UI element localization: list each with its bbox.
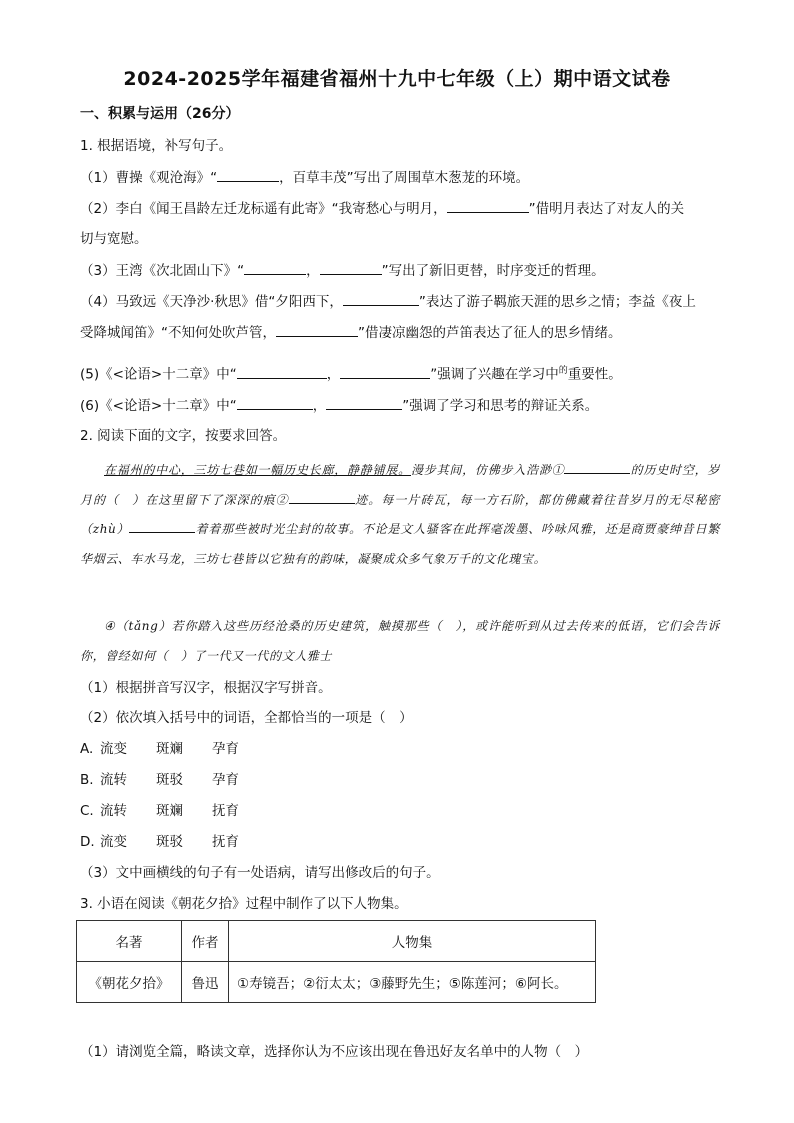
option-b[interactable]: B. 流转 斑驳 孕育 [80,772,239,788]
table-cell: ①寿镜吾；②衍太太；③藤野先生；⑤陈莲河；⑥阿长。 [229,962,596,1003]
exam-title: 2024-2025学年福建省福州十九中七年级（上）期中语文试卷 [123,68,671,90]
answer-blank[interactable] [237,395,313,410]
answer-blank[interactable] [343,291,419,306]
table-cell: 鲁迅 [182,962,229,1003]
q1-item-4: （4）马致远《天净沙·秋思》借“夕阳西下， ”表达了游子羁旅天涯的思乡之情；李益《夜上 [80,291,696,312]
passage-blank-1[interactable] [564,460,630,474]
table-header-cell: 人物集 [229,921,596,962]
question-3-stem: 3. 小语在阅读《朝花夕拾》过程中制作了以下人物集。 [80,896,408,912]
q1-item-3: （3）王湾《次北固山下》“ ， ”写出了新旧更替，时序变迁的哲理。 [80,260,605,281]
option-a[interactable]: A. 流变 斑斓 孕育 [80,741,239,757]
answer-blank[interactable] [237,364,327,379]
answer-blank[interactable] [244,260,306,275]
answer-blank[interactable] [326,395,402,410]
q1-item-2-cont: 切与宽慰。 [80,231,148,247]
option-d[interactable]: D. 流变 斑驳 抚育 [80,834,239,850]
q1-item-5: (5)《<论语>十二章》中“ ， ”强调了兴趣在学习中$^的$重要性。 [80,361,622,385]
passage-blank-3[interactable] [129,519,195,533]
section-heading: 一、积累与运用（26分） [80,106,240,122]
q1-item-6: (6)《<论语>十二章》中“ ， ”强调了学习和思考的辩证关系。 [80,395,598,416]
reading-passage-paragraph-2: ④（tǎng）若你踏入这些历经沧桑的历史建筑，触摸那些（ ），或许能听到从过去传来的低语，它们会告诉你，曾经如何（ ）了一代又一代的文人雅士 [80,619,720,663]
answer-blank[interactable] [320,260,382,275]
question-1-stem: 1. 根据语境，补写句子。 [80,138,233,154]
q2-sub-2: （2）依次填入括号中的词语，全都恰当的一项是（ ） [80,710,413,726]
q2-sub-1: （1）根据拼音写汉字，根据汉字写拼音。 [80,680,332,696]
q1-item-4-cont: 受降城闻笛》“不知何处吹芦管， ”借凄凉幽怨的芦笛表达了征人的思乡情绪。 [80,322,622,343]
underlined-sentence: 在福州的中心，三坊七巷如一幅历史长廊，静静铺展。 [104,463,411,477]
table-row [77,962,596,1003]
answer-blank[interactable] [340,364,430,379]
table-cell: 《朝花夕拾》 [77,962,182,1003]
answer-blank[interactable] [217,167,279,182]
q2-sub-3: （3）文中画横线的句子有一处语病，请写出修改后的句子。 [80,865,440,881]
table-header-row [77,921,596,962]
reading-passage-paragraph-1: 在福州的中心，三坊七巷如一幅历史长廊，静静铺展。漫步其间，仿佛步入浩渺① 的历史时空，岁月的（ ）在这里留下了深深的痕② 迹。每一片砖瓦，每一方石阶，都仿佛藏着往昔岁月的无尽秘密（zhù） 着着那些被时光尘封的故事。不论是文人骚客在此挥毫泼墨、吟咏风雅，还是商贾豪绅昔日繁华烟云、车水马龙，三坊七巷皆以它独有的韵味，凝聚成众多气象万千的文化瑰宝。 [80,456,720,574]
option-c[interactable]: C. 流转 斑斓 抚育 [80,803,239,819]
answer-blank[interactable] [447,198,529,213]
q3-sub-1: （1）请浏览全篇，略读文章，选择你认为不应该出现在鲁迅好友名单中的人物（ ） [80,1044,589,1060]
character-table [76,920,596,1003]
q1-item-1: （1）曹操《观沧海》“ ，百草丰茂”写出了周围草木葱茏的环境。 [80,167,529,188]
passage-blank-2[interactable] [289,490,355,504]
table-header-cell: 作者 [182,921,229,962]
question-2-stem: 2. 阅读下面的文字，按要求回答。 [80,428,287,444]
q1-item-2: （2）李白《闻王昌龄左迁龙标遥有此寄》“我寄愁心与明月， ”借明月表达了对友人的关 [80,198,684,219]
table-header-cell: 名著 [77,921,182,962]
answer-blank[interactable] [276,322,358,337]
